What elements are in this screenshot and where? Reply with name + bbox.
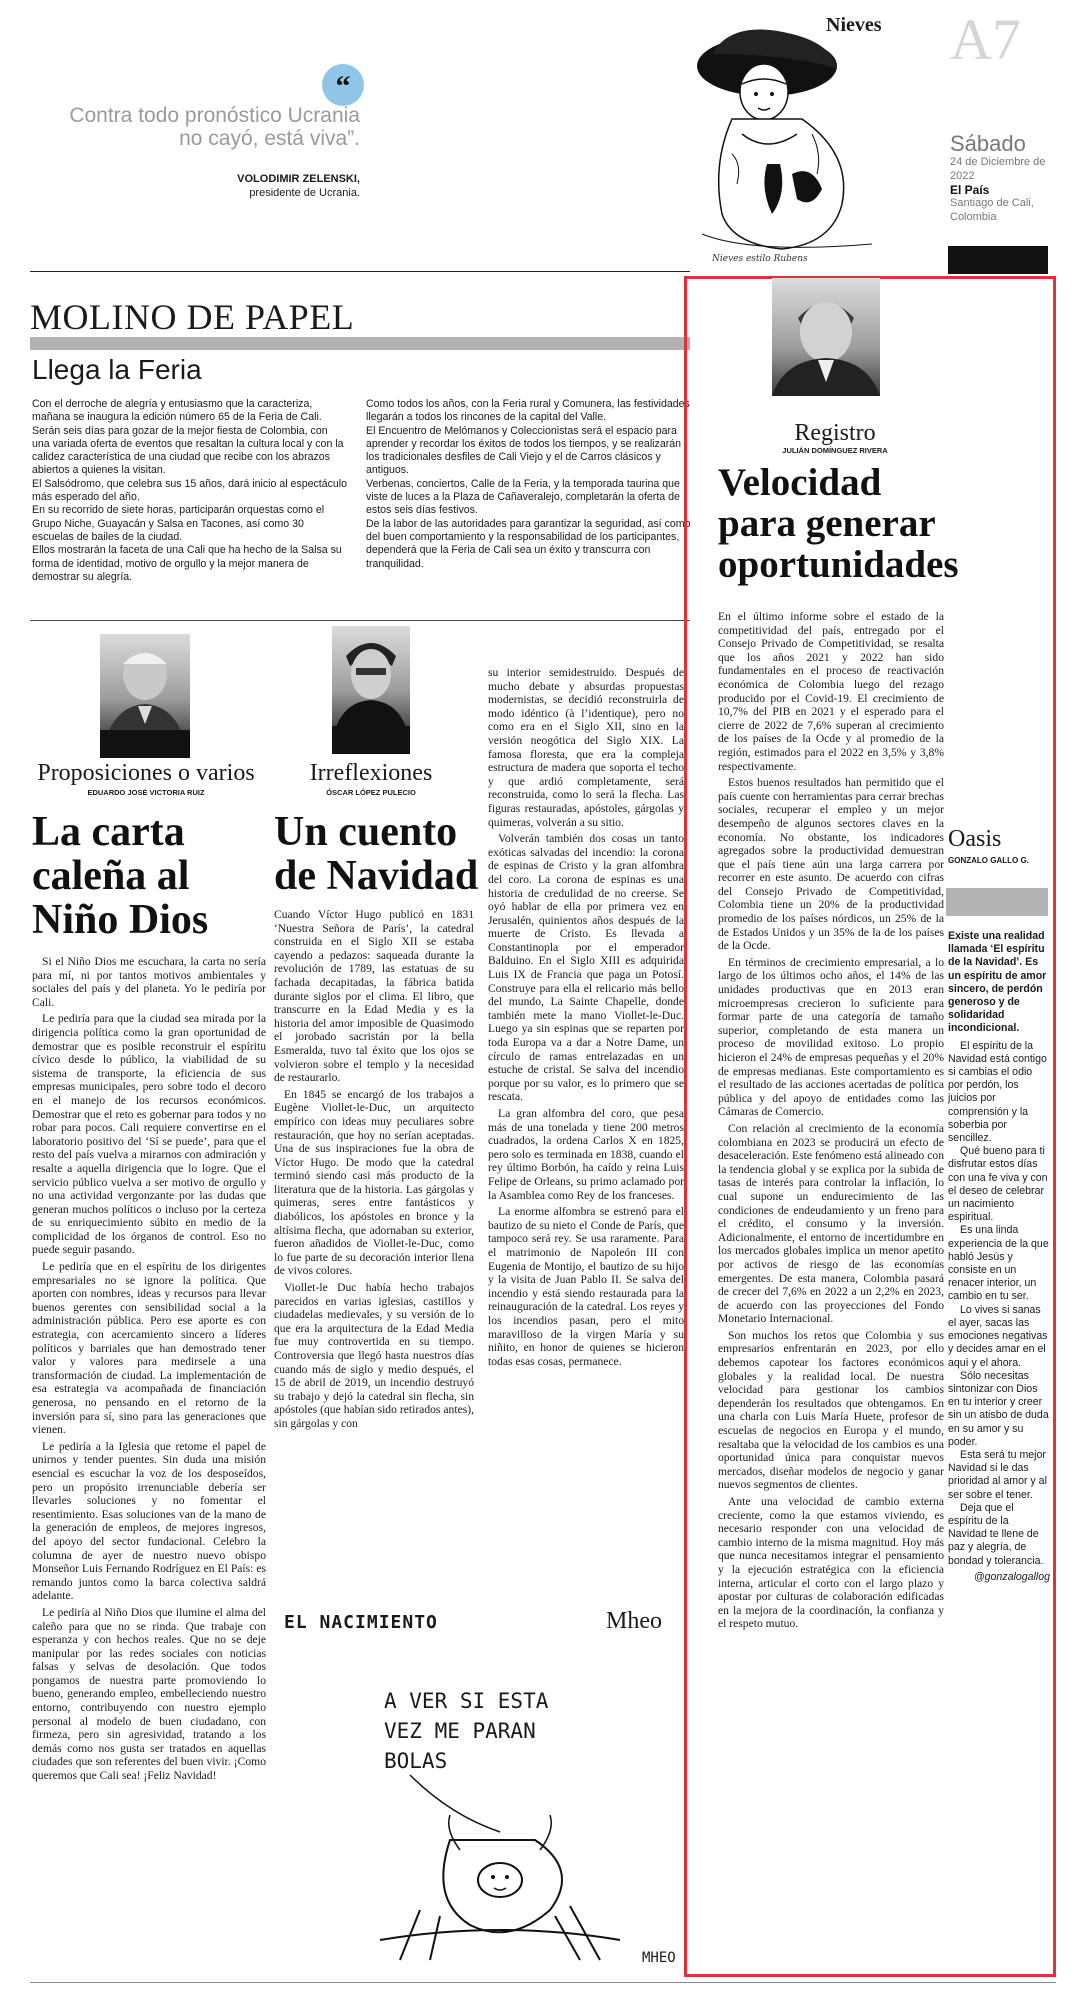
article-paragraph: La gran alfombra del coro, que pesa más de una tonelada y tiene 200 metros cuadrados, la ordena Carlos X en 1825, pero solo es terminada en 1838, cuando el rey último Borbón, ha caído y reina Luis Felipe de Orleans, su primo aclamado por la Asamblea como Rey de los franceses. — [488, 1107, 684, 1202]
dateline-location: Santiago de Cali, Colombia — [950, 197, 1034, 223]
article-paragraph: En el último informe sobre el estado de la competitividad del país, entregado por el Consejo Privado de Competitividad, se resalta que los años 2021 y 2022 han sido fundamentales en el proceso de reactivación económica de Colombia luego del rezago producido por el Covid-19. El crecimiento de 10,7% del PIB en 2021 y el esperado para el cierre de 2022 de 7,6% superan al crecimiento de los países de la Ocde y al promedio de la región, estimados para el 2022 en 3,5% y 3,8% respectivamente. — [718, 610, 944, 773]
article-body-continued — [488, 666, 684, 1371]
nieves-cartoon — [672, 14, 922, 274]
quote-author-role: presidente de Ucrania. — [249, 187, 360, 199]
article-paragraph: su interior semidestruido. Después de mucho debate y absurdas propuestas modernistas, se decidió reconstruirla de modo idéntico (à l’identique), pero no como era en el Siglo XII, sino en la versión neogótica del Siglo XIX. La famosa floresta, que era la compleja estructura de madera que soporta el techo y que ardió completamente, será reconstruida, como lo será la flecha. Las figuras restauradas, apóstoles, gárgolas y quimeras, volverán a su sitio. — [488, 666, 684, 829]
dateline — [950, 132, 1070, 224]
article-body — [718, 610, 944, 1634]
cartoon-artist: Mheo — [606, 1608, 662, 1634]
divider — [30, 271, 690, 272]
divider — [30, 1982, 1056, 1983]
article-paragraph: Estos buenos resultados han permitido que el país cuente con herramientas para cerrar brechas sociales, recuperar el empleo y un mejor desempeño de algunos sectores claves en la economía. No obstante, los indicadores agregados sobre la productividad demuestran que el país tiene aún una larga carrera por recorrer en este asunto. De acuerdo con cifras del Consejo Privado de Competitividad, Colombia tiene un 20% de la productividad promedio de los países nórdicos, un 25% de la de Estados Unidos y un 35% de la de los países de la Ocde. — [718, 776, 944, 953]
cartoon-label: Nieves — [826, 14, 882, 36]
editorial-title: Llega la Feria — [32, 354, 202, 385]
author-photo — [772, 278, 880, 396]
article-paragraph: Le pediría para que la ciudad sea mirada por la dirigencia política como la gran oportunidad de demostrar que es posible reconstruir el espíritu cívico desde lo público, la viabilidad de su sistema de transporte, la eficiencia de sus empresas municipales, pero sobre todo el decoro en el manejo de los recursos económicos. Demostrar que el reto es gobernar para todos y no robar para pocos. Cali requiere convertirse en el laboratorio positivo del ‘Sí se puede’, para que el resto del país vuelva a mirarnos con admiración y resalte a aquella dirigencia que lo logre. Que el servicio público vuelva a ser motivo de orgullo y no una actividad vergonzante por las dudas que generan muchos políticos o incluso por la certeza de su enriquecimiento súbito en medio de la complicidad de los órganos de control. Eso no puede seguir pasando. — [32, 1012, 266, 1257]
section-bar — [30, 337, 690, 350]
article-headline: La carta caleña al Niño Dios — [32, 809, 209, 943]
article-headline: Velocidad para generar oportunidades — [718, 461, 959, 586]
column-author: ÓSCAR LÓPEZ PULECIO — [326, 788, 416, 797]
editorial-column-2: Como todos los años, con la Feria rural y Comunera, las festividades llegarán a todos los rincones de la capital del Valle. El Encuentro de Melómanos y Coleccionistas será el espacio para aprender y recordar los éxitos de todos los tiempos, y se realizarán los tradicionales desfiles de Cali Viejo y el de Carros clásicos y antiguos. Verbenas, conciertos, Calle de la Feria, y la temporada taurina que viste de luces a la Plaza de Cañaveralejo, completarán la oferta de estos seis días festivos. De la labor de las autoridades para garantizar la seguridad, así como del buen comportamiento y la responsabilidad de los participantes, dependerá que la Feria de Cali sea un éxito y transcurra con tranquilidad. — [366, 398, 691, 570]
dateline-date: 24 de Diciembre de 2022 — [950, 156, 1046, 182]
cartoon-title: EL NACIMIENTO — [284, 1612, 438, 1633]
dateline-publication: El País — [950, 183, 990, 197]
column-author: EDUARDO JOSÉ VICTORIA RUIZ — [87, 788, 205, 797]
photo-black-bar — [332, 726, 410, 754]
cartoon-signature: MHEO — [642, 1950, 676, 1966]
page-number: A7 — [950, 7, 1021, 72]
oasis-paragraph: Lo vives si sanas el ayer, sacas las emociones negativas y decides amar en el aquí y el ahora. — [948, 1303, 1048, 1369]
article-paragraph: Son muchos los retos que Colombia y sus empresarios enfrentarán en 2023, por ello debemos capotear los factores económicos globales y la realidad local. De nuestra velocidad para gestionar los cambios dependerán los resultados que obtengamos. En una charla con Luis María Huete, profesor de escuelas de negocios en Europa y el mundo, resaltaba que la velocidad de los cambios es una oportunidad única para conquistar nuevos mercados, diseñar modelos de negocio y ganar nuevos segmentos de clientes. — [718, 1328, 944, 1492]
article-paragraph: Con relación al crecimiento de la economía colombiana en 2023 se producirá un efecto de desaceleración. Este fenómeno está alineado con la tendencia global y se explica por la subida de tasas de interés para controlar la inflación, lo cual supone un endurecimiento de las condiciones de endeudamiento y un freno para el crédito, el consumo y la inversión. Adicionalmente, el entorno de incertidumbre en los mercados globales implica un menor apetito por activos de riesgo de las economías emergentes. De esta manera, Colombia pasará de crecer del 7,6% en 2022 a un 2,2% en 2023, de acuerdo con las proyecciones del Fondo Monetario Internacional. — [718, 1121, 944, 1326]
photo-black-bar — [100, 730, 190, 758]
divider — [30, 620, 690, 621]
article-paragraph: En 1845 se encargó de los trabajos a Eugène Viollet-le-Duc, un arquitecto empírico con ideas muy peculiares sobre restauración, que hoy no serían aceptadas. Una de sus inspiraciones fue la obra de Víctor Hugo. De modo que la catedral terminó siendo casi más producto de la literatura que de la historia. Las gárgolas y quimeras, seres entre fantásticos y diabólicos, los apóstoles en bronce y la altísima flecha, que adornaban su exterior, fueron añadidos de Viollet-le-Duc, como lo fue parte de su decoración interior llena de vivos colores. — [274, 1087, 474, 1278]
oasis-paragraph: Sólo necesitas sintonizar con Dios en tu interior y creer sin un atisbo de duda en su amor y su poder. — [948, 1369, 1049, 1448]
oasis-body — [948, 930, 1050, 1584]
nacimiento-cartoon — [280, 1600, 680, 1970]
dateline-day: Sábado — [950, 131, 1026, 156]
article-body — [32, 955, 266, 1786]
speech-bubble-text: A VER SI ESTA VEZ ME PARAN BOLAS — [384, 1689, 549, 1773]
oasis-lead: Existe una realidad llamada ‘El espíritu de la Navidad’. Es un espíritu de amor sincero, de perdón generoso y de solidaridad incondicional. — [948, 930, 1047, 1035]
quote-mark-icon: “ — [322, 64, 364, 106]
article-paragraph: Le pediría al Niño Dios que ilumine el alma del caleño para que no se rinda. Que trabaje con esperanza y con hechos reales. Que no se deje manipular por las redes sociales con noticias falsas y selvas de desolación. Que todos pongamos de nuestra parte promoviendo lo bueno, generando empleo, embelleciendo nuestro entorno, contribuyendo con nuestro ejemplo personal al modelo de buen ciudadano, con firmeza, pero sin agresividad, tratando a los demás como nos gusta ser tratados en aquellas ciudades que son referentes del buen vivir. ¡Como queremos que Cali sea! ¡Feliz Navidad! — [32, 1605, 266, 1783]
pull-quote: Contra todo pronóstico Ucrania no cayó, está viva”. — [69, 104, 360, 150]
cartoon-signature: Nieves estilo Rubens — [712, 254, 808, 264]
column-name: Irreflexiones — [309, 760, 433, 786]
article-paragraph: Viollet-le Duc había hecho trabajos parecidos en varias iglesias, castillos y ciudadelas medievales, y su versión de lo que era la arquitectura de la Edad Media fue muy controvertida en su tiempo. Controversia que llegó hasta nuestros días cuando más de siglo y medio después, el 15 de abril de 2019, un incendio destruyó su trabajo y dejó la catedral sin flecha, sin apóstoles (que habían sido retirados antes), sin gárgolas y con — [274, 1281, 474, 1430]
article-paragraph: Le pediría a la Iglesia que retome el papel de unirnos y tender puentes. Sin duda una misión esencial es escuchar la voz de los desposeídos, pero un propósito irrenunciable debería ser llevarles soluciones y no fomentar el resentimiento. Esas soluciones van de la mano de la generación de empleos, de mejores ingresos, del apoyo del sector fundacional. Celebro la columna de ayer de nuestro nuevo obispo Monseñor Luis Fernando Rodríguez en El País: es remando juntos como la barca colectiva saldrá adelante. — [32, 1439, 266, 1603]
column-name: Registro — [794, 420, 876, 446]
oasis-paragraph: Esta será tu mejor Navidad si le das prioridad al amor y al ser sobre el tener. — [948, 1448, 1047, 1501]
article-paragraph: En términos de crecimiento empresarial, a lo largo de los últimos ocho años, el 14% de las unidades productivas que en 2013 eran microempresas crecieron lo suficiente para formar parte de una categoría de tamaño superior, completando de esta manera un proceso de movilidad exitoso. Lo propio hicieron el 24% de empresas pequeñas y el 20% de empresas medianas. Este comportamiento es el resultado de las acciones acertadas de política pública y del apoyo de entidades como las Cámaras de Comercio. — [718, 955, 944, 1119]
oasis-paragraph: El espíritu de la Navidad está contigo si cambias el odio por perdón, los juicios por comprensión y la soberbia por sencillez. — [948, 1039, 1047, 1145]
article-headline: Un cuento de Navidad — [274, 809, 479, 899]
oasis-paragraph: Deja que el espíritu de la Navidad te llene de paz y alegría, de bondad y tolerancia. — [948, 1501, 1044, 1567]
article-body — [274, 908, 474, 1434]
author-photo — [332, 626, 410, 734]
article-paragraph: Si el Niño Dios me escuchara, la carta no sería para mí, ni por tantos motivos ambientales y sociales del país y del planeta. Yo le pediría por Cali. — [32, 955, 266, 1009]
article-paragraph: La enorme alfombra se estrenó para el bautizo de su nieto el Conde de París, que tampoco será rey. Se usa raramente. Para el matrimonio de Napoleón III con Eugenia de Montijo, el bautizo de su hijo y la visita de Juan Pablo II. Se salva del incendio y está siendo restaurada para la reinauguración de la catedral. Los reyes y los incendios pasan, pero el mito maravilloso de la virgen María y su niñito, en honor de quienes se hicieron todas esas cosas, permanece. — [488, 1205, 684, 1368]
oasis-handle: @gonzalogallog — [973, 1570, 1050, 1583]
editorial-column-1: Con el derroche de alegría y entusiasmo que la caracteriza, mañana se inaugura la edición número 65 de la Feria de Cali. Serán seis días para gozar de la mejor fiesta de Colombia, con una variada oferta de eventos que resaltan la cultura local y con la calidez característica de una ciudad que recibe con los abrazos abiertos a quienes la visitan. El Salsódromo, que celebra sus 15 años, dará inicio al espectáculo más esperado del año. En su recorrido de siete horas, participarán orquestas como el Grupo Niche, Guayacán y Salsa en Tacones, así como 30 escuelas de bailes de la ciudad. Ellos mostrarán la faceta de una Cali que ha hecho de la Salsa su forma de identidad, motivo de orgullo y la mejor manera de demostrar su alegría. — [32, 398, 348, 583]
oasis-paragraph: Qué bueno para ti disfrutar estos días con una fe viva y con el deseo de celebrar un nacimiento espiritual. — [948, 1145, 1048, 1224]
author-photo — [100, 634, 190, 742]
header-black-bar — [948, 246, 1048, 274]
article-paragraph: Cuando Víctor Hugo publicó en 1831 ‘Nuestra Señora de París’, la catedral construida en el Siglo XII se estaba cayendo a pedazos: saqueada durante la revolución de 1789, las estatuas de su fachada decapitadas, la fábrica batida durante siglos por el clima. El libro, que transcurre en la Edad Media y es la historia del amor imposible de Quasimodo el jorobado sacristán por la bella Esmeralda, tuvo tal éxito que los ojos se volvieron sobre el templo y la necesidad de restaurarlo. — [274, 908, 474, 1085]
article-paragraph: Le pediría que en el espíritu de los dirigentes empresariales no se ignore la política. Que aporten con nombres, ideas y recursos para llevar buenos gerentes con sensibilidad social a la administración pública. Pero ese aporte es con estrategia, con acercamiento sincero a líderes políticos y barriales que han demostrado tener valor y valores para medirsele a una transformación de ciudad. La implementación de esa estrategia va acompañada de financiación generosa, no pensando en el retorno de la inversión para sí, sino para las generaciones que vienen. — [32, 1260, 266, 1437]
column-name: Oasis — [948, 826, 1002, 852]
article-paragraph: Volverán también dos cosas un tanto exóticas salvadas del incendio: la corona de espinas de Cristo y la gran alfombra del coro. La corona de espinas es una historia de credulidad de no creerse. Se oyó hablar de ella por primera vez en Jerusalén, quinientos años después de la muerte de Cristo. Es llevada a Constantinopla por el emperador Balduino. En el Siglo XIII es adquirida Luis IX de Francia que paga un Potosí. Construye para ella el relicario más bello del mundo, La Sainte Chapelle, donde también mete la mano Viollet-le-Duc. Luego ya sin espinas que se reparten por toda Europa va a dar a Notre Dame, un círculo de ramas entrelazadas en un estuche de cristal. Se salva del incendio porque por su valor, es lo primero que se rescata. — [488, 832, 684, 1104]
quote-attribution — [120, 172, 360, 200]
oasis-paragraph: Es una linda experiencia de la que habló Jesús y consiste en un renacer interior, un cambio en tu ser. — [948, 1224, 1049, 1303]
column-name: Proposiciones o varios — [37, 760, 255, 786]
section-title: MOLINO DE PAPEL — [30, 297, 355, 337]
quote-author-name: VOLODIMIR ZELENSKI, — [237, 173, 360, 185]
oasis-grey-bar — [946, 888, 1048, 916]
column-author: GONZALO GALLO G. — [948, 856, 1029, 865]
column-author: JULIÁN DOMÍNGUEZ RIVERA — [782, 446, 888, 455]
article-paragraph: Ante una velocidad de cambio externa creciente, como la que estamos viviendo, es necesario responder con una velocidad de cambio interno de la misma magnitud. Hoy más que nunca necesitamos integrar el pensamiento y la ejecución estratégica con la eficiencia interna, articular el corto con el largo plazo y apostar por culturas de colaboración edificadas en la mejora de la coordinación, la confianza y el respeto mutuo. — [718, 1495, 944, 1631]
